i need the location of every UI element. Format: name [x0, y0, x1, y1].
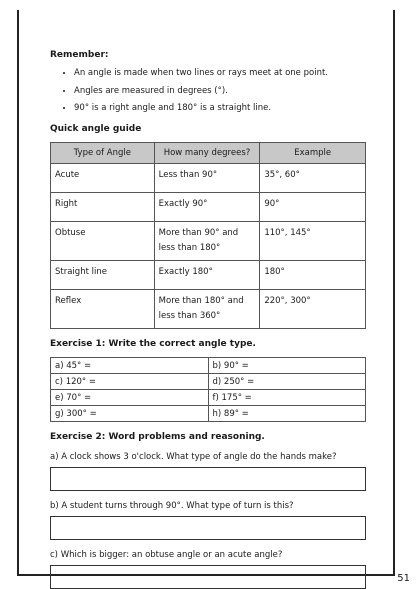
guide-heading: Quick angle guide	[50, 124, 142, 134]
table-cell: 110°, 145°	[260, 222, 366, 261]
exercise-item[interactable]: a) 45° =	[51, 358, 209, 374]
column-header: Type of Angle	[51, 143, 155, 164]
angle-guide-table	[50, 142, 366, 329]
remember-item: • 90° is a right angle and 180° is a straight line.	[74, 103, 366, 114]
answer-box-a[interactable]	[50, 467, 366, 491]
page-number: 51	[397, 573, 410, 584]
table-cell: Obtuse	[51, 222, 155, 261]
column-header: How many degrees?	[154, 143, 260, 164]
table-cell: More than 180° and less than 360°	[154, 290, 260, 329]
table-row	[51, 222, 366, 261]
exercise-item[interactable]: d) 250° =	[208, 374, 366, 390]
table-cell: 35°, 60°	[260, 164, 366, 193]
table-cell: Acute	[51, 164, 155, 193]
table-cell: 220°, 300°	[260, 290, 366, 329]
table-cell: More than 90° and less than 180°	[154, 222, 260, 261]
remember-list	[50, 68, 366, 114]
table-cell: Straight line	[51, 261, 155, 290]
table-row	[51, 406, 366, 422]
table-row	[51, 290, 366, 329]
question-b: b) A student turns through 90°. What type of turn is this?	[50, 501, 294, 511]
table-cell: Less than 90°	[154, 164, 260, 193]
question-a: a) A clock shows 3 o'clock. What type of angle do the hands make?	[50, 452, 337, 462]
exercise-item[interactable]: g) 300° =	[51, 406, 209, 422]
table-cell: 90°	[260, 193, 366, 222]
exercise-item[interactable]: b) 90° =	[208, 358, 366, 374]
table-cell: Exactly 90°	[154, 193, 260, 222]
remember-item: • An angle is made when two lines or rays meet at one point.	[74, 68, 366, 79]
question-c: c) Which is bigger: an obtuse angle or an acute angle?	[50, 550, 283, 560]
worksheet-content	[50, 50, 366, 589]
exercise1-heading: Exercise 1: Write the correct angle type.	[50, 339, 256, 349]
exercise-item[interactable]: e) 70° =	[51, 390, 209, 406]
table-row	[51, 193, 366, 222]
table-cell: 180°	[260, 261, 366, 290]
table-row	[51, 374, 366, 390]
table-cell: Right	[51, 193, 155, 222]
table-header-row	[51, 143, 366, 164]
exercise-item[interactable]: c) 120° =	[51, 374, 209, 390]
remember-item: • Angles are measured in degrees (°).	[74, 86, 366, 97]
table-row	[51, 261, 366, 290]
column-header: Example	[260, 143, 366, 164]
answer-box-b[interactable]	[50, 516, 366, 540]
exercise-item[interactable]: h) 89° =	[208, 406, 366, 422]
answer-box-c[interactable]	[50, 565, 366, 589]
exercise-item[interactable]: f) 175° =	[208, 390, 366, 406]
table-row	[51, 164, 366, 193]
remember-heading: Remember:	[50, 50, 109, 60]
table-row	[51, 390, 366, 406]
table-row	[51, 358, 366, 374]
exercise1-table	[50, 357, 366, 422]
exercise2-heading: Exercise 2: Word problems and reasoning.	[50, 432, 265, 442]
table-cell: Reflex	[51, 290, 155, 329]
table-cell: Exactly 180°	[154, 261, 260, 290]
